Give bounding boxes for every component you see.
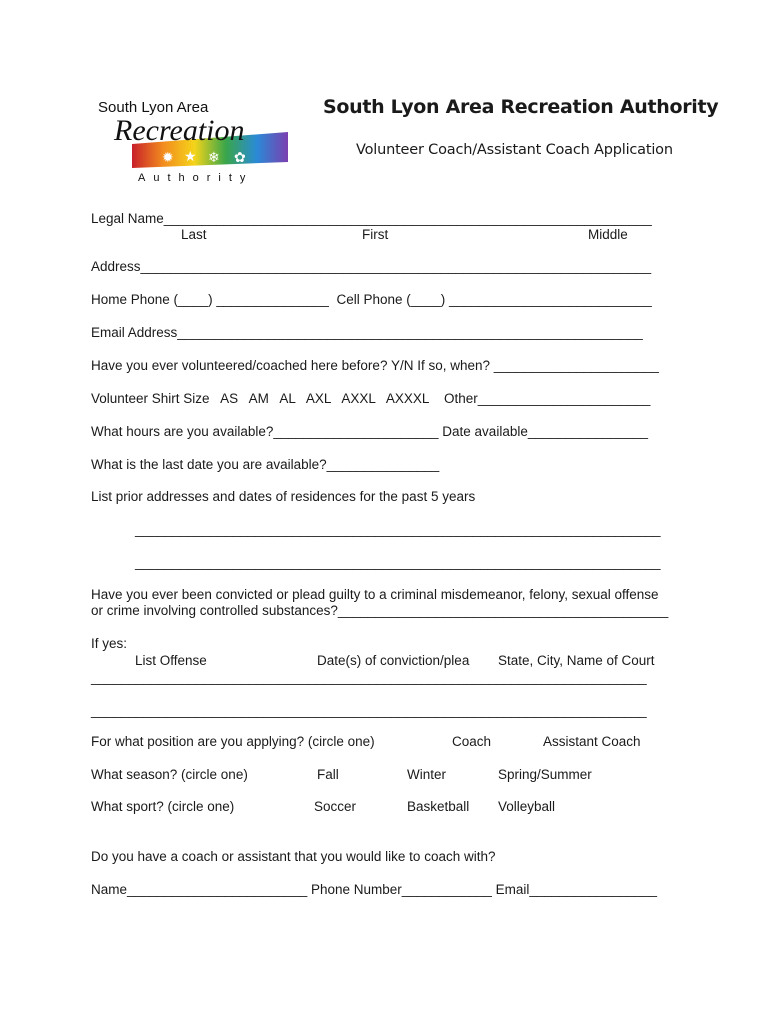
offense-line-2[interactable]: __________________________________________________________________________ (91, 703, 647, 718)
offense-line-1[interactable]: __________________________________________________________________________ (91, 670, 647, 685)
conviction-question-line1: Have you ever been convicted or plead guilty to a criminal misdemeanor, felony, sexual offense (91, 587, 659, 602)
position-question: For what position are you applying? (circle one) (91, 734, 375, 749)
logo-line1: South Lyon Area (98, 99, 209, 116)
season-fall-option[interactable]: Fall (317, 767, 339, 782)
conviction-question-line2[interactable]: or crime involving controlled substances?____________________________________________ (91, 603, 669, 618)
season-question: What season? (circle one) (91, 767, 248, 782)
sport-question: What sport? (circle one) (91, 799, 235, 814)
address-field[interactable]: Address____________________________________________________________________ (91, 259, 652, 274)
logo-line2: Recreation (114, 114, 245, 147)
volunteered-before-question[interactable]: Have you ever volunteered/coached here before? Y/N If so, when? ______________________ (91, 358, 659, 373)
page-subtitle: Volunteer Coach/Assistant Coach Application (356, 142, 673, 158)
coach-partner-fields[interactable]: Name________________________ Phone Number____________ Email_________________ (91, 882, 657, 897)
sport-soccer-option[interactable]: Soccer (314, 799, 357, 814)
sport-basketball-option[interactable]: Basketball (407, 799, 470, 814)
name-middle-label: Middle (588, 227, 628, 242)
snowflake-icon: ❄ (208, 149, 220, 165)
conviction-dates-header: Date(s) of conviction/plea (317, 653, 470, 668)
page-title: South Lyon Area Recreation Authority (323, 96, 719, 118)
availability-hours-question[interactable]: What hours are you available?______________________ Date available________________ (91, 424, 648, 439)
logo-line3: Authority (138, 172, 254, 184)
shirt-size-question[interactable]: Volunteer Shirt Size AS AM AL AXL AXXL AXXXL Other_______________________ (91, 391, 651, 406)
prior-addresses-label: List prior addresses and dates of residences for the past 5 years (91, 489, 476, 504)
if-yes-label: If yes: (91, 636, 128, 651)
sun-icon: ✹ (162, 149, 174, 165)
season-spring-option[interactable]: Spring/Summer (498, 767, 592, 782)
flower-icon: ✿ (234, 149, 246, 165)
list-offense-header: List Offense (135, 653, 207, 668)
star-icon: ★ (184, 148, 197, 164)
last-date-question[interactable]: What is the last date you are available?_______________ (91, 457, 440, 472)
position-assistant-option[interactable]: Assistant Coach (543, 734, 641, 749)
name-first-label: First (362, 227, 389, 242)
prior-address-line-1[interactable]: ______________________________________________________________________ (135, 522, 661, 537)
email-field[interactable]: Email Address______________________________________________________________ (91, 325, 643, 340)
name-last-label: Last (181, 227, 207, 242)
legal-name-field[interactable]: Legal Name_________________________________________________________________ (91, 211, 652, 226)
sport-volleyball-option[interactable]: Volleyball (498, 799, 556, 814)
recreation-authority-logo (92, 92, 290, 188)
prior-address-line-2[interactable]: ______________________________________________________________________ (135, 555, 661, 570)
court-header: State, City, Name of Court (498, 653, 655, 668)
coach-partner-question: Do you have a coach or assistant that you would like to coach with? (91, 849, 496, 864)
phone-fields[interactable]: Home Phone (____) _______________ Cell Phone (____) ___________________________ (91, 292, 652, 307)
position-coach-option[interactable]: Coach (452, 734, 492, 749)
season-winter-option[interactable]: Winter (407, 767, 447, 782)
